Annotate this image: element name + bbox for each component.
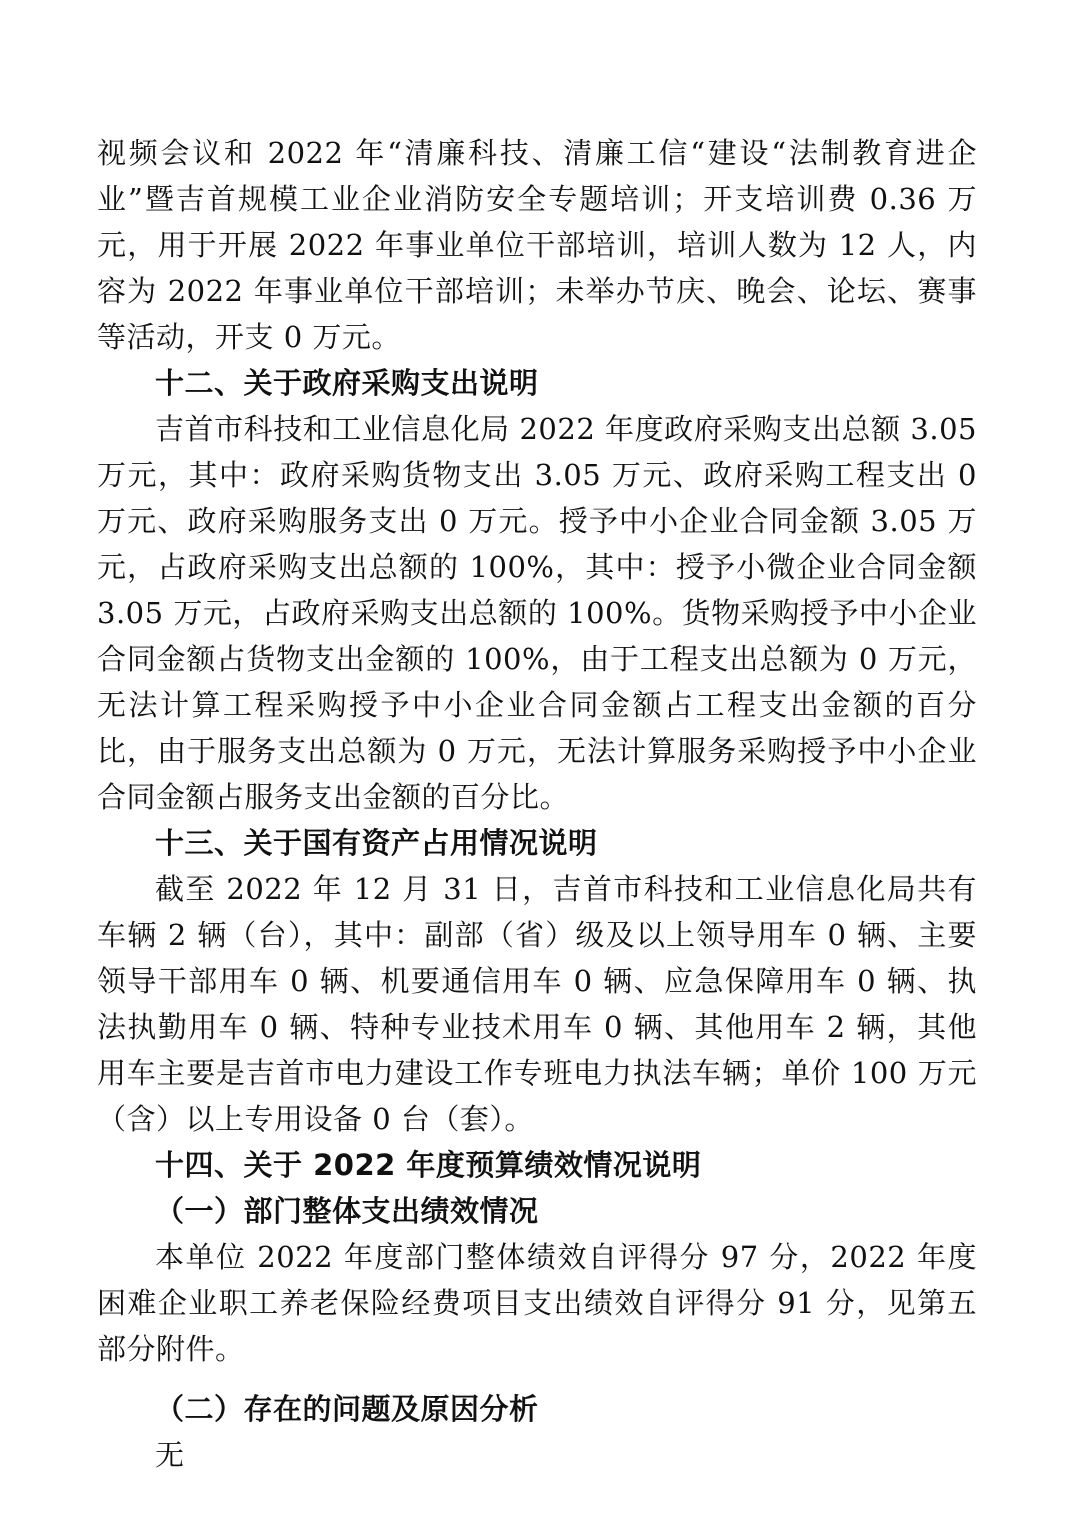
section-heading-budget-performance: 十四、关于 2022 年度预算绩效情况说明 bbox=[155, 1148, 702, 1182]
subsection-heading-problems-analysis: （二）存在的问题及原因分析 bbox=[155, 1392, 539, 1426]
section-heading-state-assets: 十三、关于国有资产占用情况说明 bbox=[155, 826, 598, 860]
paragraph-overall-performance: 本单位 2022 年度部门整体绩效自评得分 97 分，2022 年度困难企业职工养老保险经费项目支出绩效自评得分 91 分，见第五部分附件。 bbox=[97, 1240, 977, 1366]
paragraph-problems-analysis: 无 bbox=[155, 1438, 185, 1472]
section-heading-government-procurement: 十二、关于政府采购支出说明 bbox=[155, 366, 539, 400]
paragraph-government-procurement: 吉首市科技和工业信息化局 2022 年度政府采购支出总额 3.05 万元，其中：政府采购货物支出 3.05 万元、政府采购工程支出 0 万元、政府采购服务支出 0 万元。授予中小企业合同金额 3.05 万元，占政府采购支出总额的 100%，其中：授予小微企业合同金额 3.05 万元，占政府采购支出总额的 100%。货物采购授予中小企业合同金额占货物支出金额的 100%，由于工程支出总额为 0 万元，无法计算工程采购授予中小企业合同金额占工程支出金额的百分比，由于服务支出总额为 0 万元，无法计算服务采购授予中小企业合同金额占服务支出金额的百分比。 bbox=[97, 412, 977, 814]
paragraph-state-assets: 截至 2022 年 12 月 31 日，吉首市科技和工业信息化局共有车辆 2 辆（台），其中：副部（省）级及以上领导用车 0 辆、主要领导干部用车 0 辆、机要通信用车 0 辆、应急保障用车 0 辆、执法执勤用车 0 辆、特种专业技术用车 0 辆、其他用车 2 辆，其他用车主要是吉首市电力建设工作专班电力执法车辆；单价 100 万元（含）以上专用设备 0 台（套）。 bbox=[97, 872, 977, 1136]
subsection-heading-overall-performance: （一）部门整体支出绩效情况 bbox=[155, 1194, 539, 1228]
document-body bbox=[97, 130, 977, 1478]
paragraph-training-expenses: 视频会议和 2022 年“清廉科技、清廉工信“建设“法制教育进企业”暨吉首规模工业企业消防安全专题培训；开支培训费 0.36 万元，用于开展 2022 年事业单位干部培训，培训人数为 12 人，内容为 2022 年事业单位干部培训；未举办节庆、晚会、论坛、赛事等活动，开支 0 万元。 bbox=[97, 136, 977, 354]
